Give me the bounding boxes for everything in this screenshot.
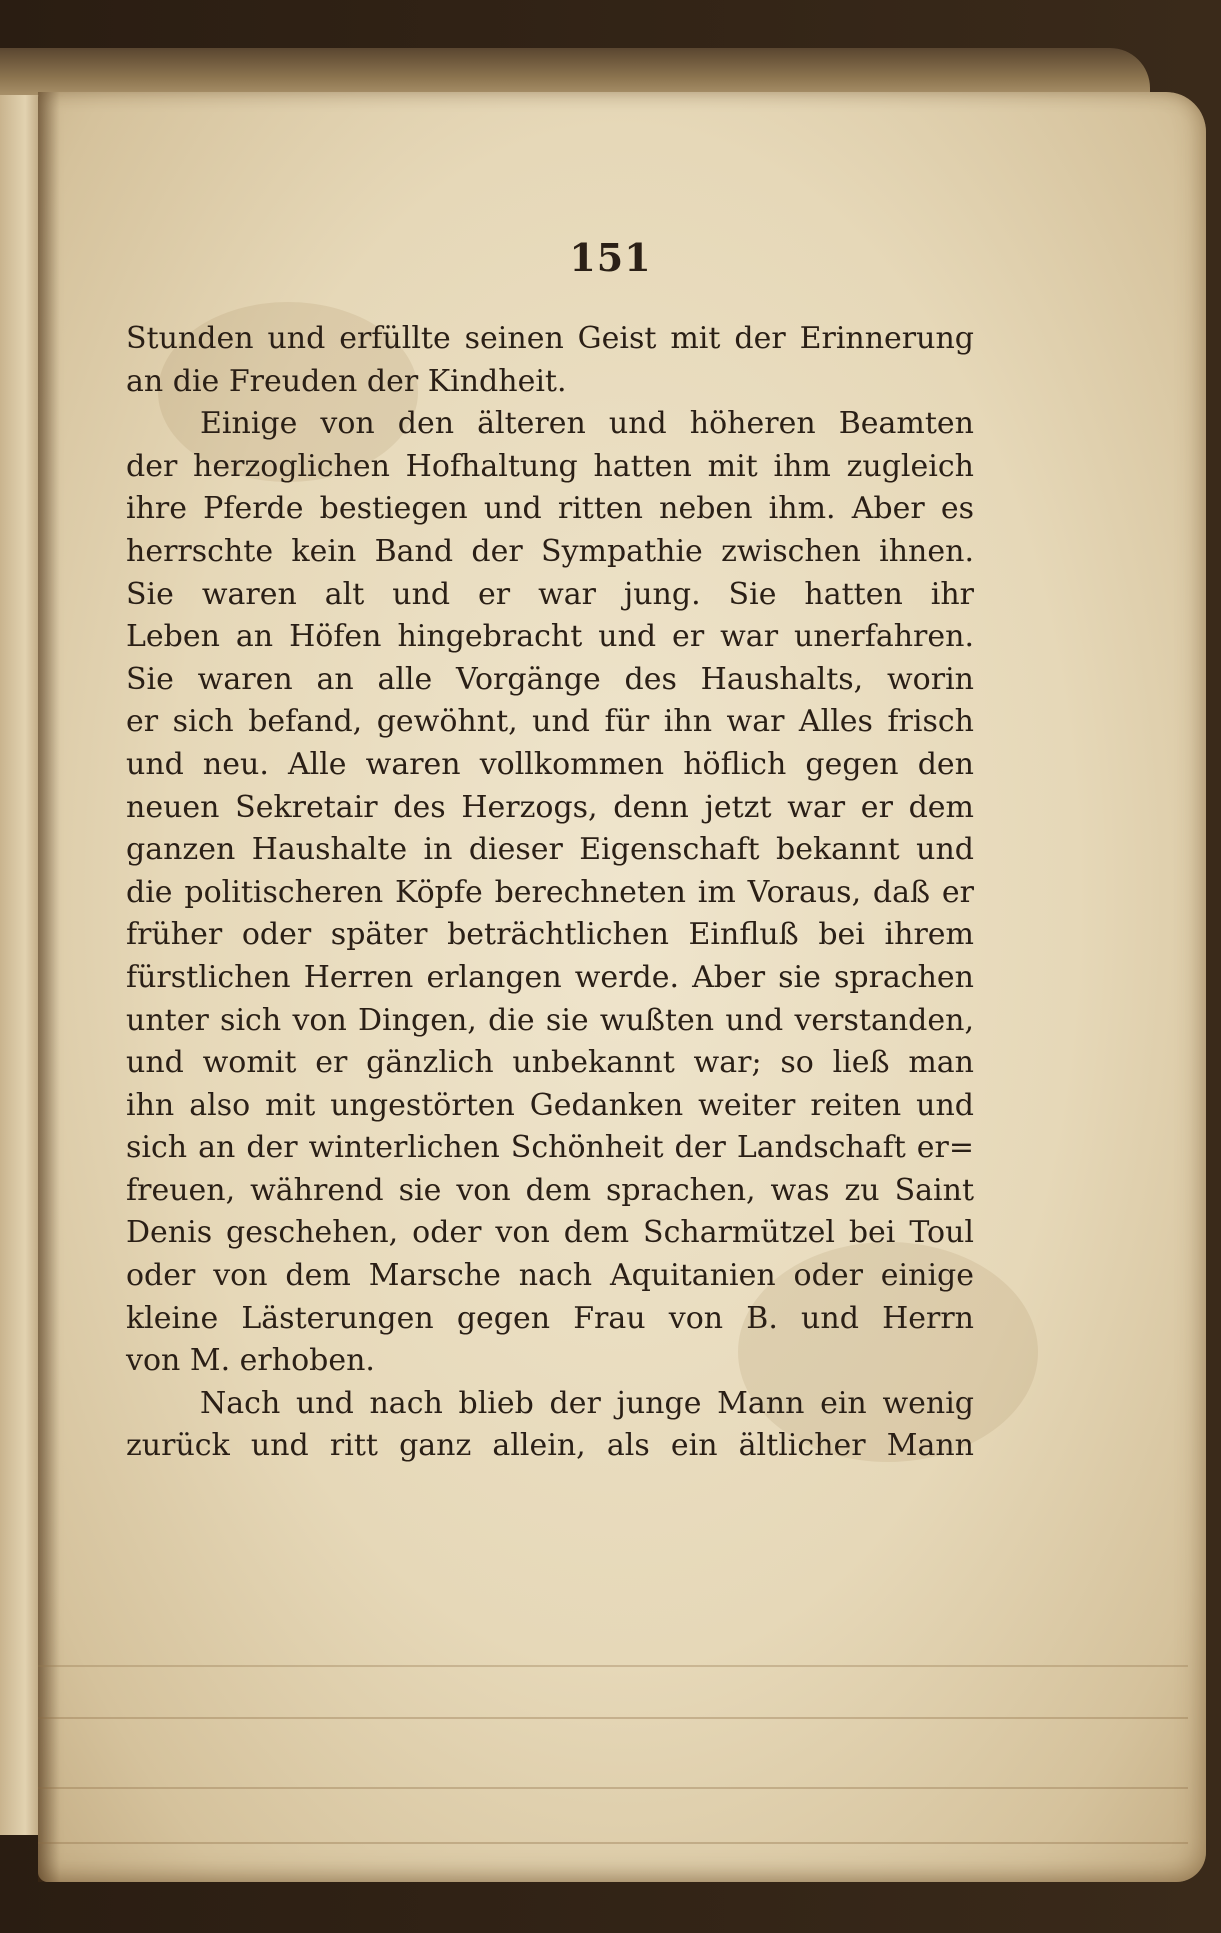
spine-shadow	[38, 92, 60, 1882]
text-line: er sich befand, gewöhnt, und für ihn war Alles frisch	[126, 704, 974, 740]
page-bottom-edges	[38, 1665, 1188, 1887]
text-line: der herzoglichen Hofhaltung hatten mit ihm zugleich	[126, 448, 974, 484]
text-line: Nach und nach blieb der junge Mann ein wenig	[200, 1385, 974, 1421]
text-line: fürstlichen Herren erlangen werde. Aber sie sprachen	[126, 959, 974, 995]
text-line: die politischeren Köpfe berechneten im Voraus, daß er	[126, 874, 974, 910]
text-line: sich an der winterlichen Schönheit der Landschaft er=	[126, 1130, 974, 1166]
page-number: 151	[569, 235, 652, 280]
page-edge-line	[38, 1717, 1188, 1719]
text-line: an die Freuden der Kindheit.	[126, 363, 567, 399]
text-line: Leben an Höfen hingebracht und er war unerfahren.	[126, 619, 974, 655]
text-line: herrschte kein Band der Sympathie zwischen ihnen.	[126, 533, 974, 569]
text-line: zurück und ritt ganz allein, als ein ältlicher Mann	[126, 1428, 974, 1464]
text-line: Sie waren alt und er war jung. Sie hatten ihr	[126, 576, 974, 612]
text-line: unter sich von Dingen, die sie wußten und verstanden,	[126, 1002, 974, 1038]
text-line: Einige von den älteren und höheren Beamten	[200, 406, 974, 442]
text-line: von M. erhoben.	[126, 1343, 375, 1379]
text-line: ganzen Haushalte in dieser Eigenschaft bekannt und	[126, 832, 974, 868]
page-edge-line	[38, 1842, 1188, 1844]
body-text	[126, 318, 974, 1468]
text-line: Sie waren an alle Vorgänge des Haushalts, worin	[126, 661, 974, 697]
text-line: und neu. Alle waren vollkommen höflich gegen den	[126, 746, 974, 782]
text-line: und womit er gänzlich unbekannt war; so ließ man	[126, 1045, 974, 1081]
text-line: freuen, während sie von dem sprachen, was zu Saint	[126, 1172, 974, 1208]
text-line: neuen Sekretair des Herzogs, denn jetzt war er dem	[126, 789, 974, 825]
text-line: Denis geschehen, oder von dem Scharmützel bei Toul	[126, 1215, 974, 1251]
text-line: oder von dem Marsche nach Aquitanien oder einige	[126, 1258, 974, 1294]
text-line: früher oder später beträchtlichen Einfluß bei ihrem	[126, 917, 974, 953]
text-line: ihre Pferde bestiegen und ritten neben ihm. Aber es	[126, 491, 974, 527]
page-edge-line	[38, 1787, 1188, 1789]
text-line: Stunden und erfüllte seinen Geist mit der Erinnerung	[126, 321, 974, 356]
text-line: ihn also mit ungestörten Gedanken weiter reiten und	[126, 1087, 974, 1123]
text-line: kleine Lästerungen gegen Frau von B. und Herrn	[126, 1300, 974, 1336]
